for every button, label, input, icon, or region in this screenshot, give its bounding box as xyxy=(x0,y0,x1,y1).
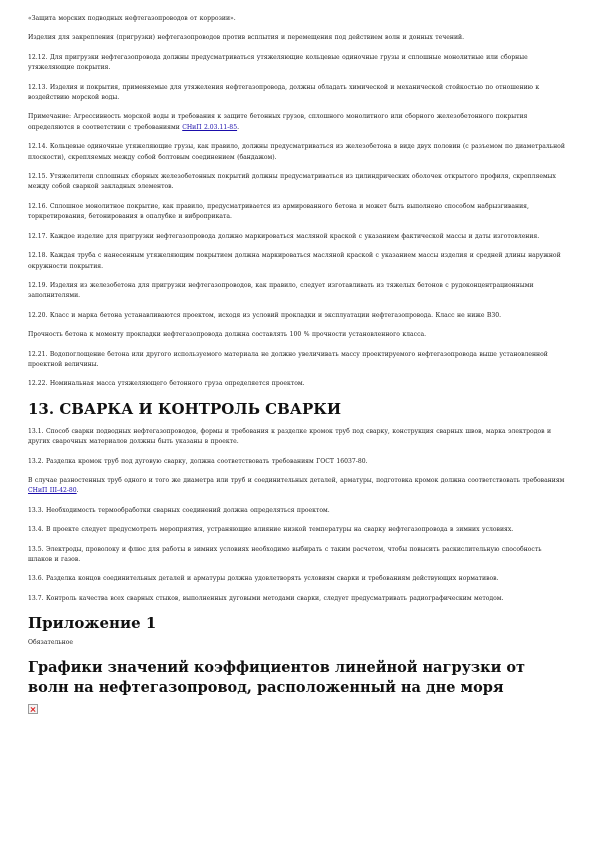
paragraph-12-22: 12.22. Номинальная масса утяжеляющего бетонного груза определяется проектом. xyxy=(28,380,305,388)
paragraph-13-7: 13.7. Контроль качества всех сварных стыков, выполненных дуговыми методами сварки, следует предусматривать радиографическим методом. xyxy=(28,594,504,602)
paragraph-note-snip xyxy=(28,112,568,133)
note-text-after: . xyxy=(237,123,240,131)
paragraph-12-13: 12.13. Изделия и покрытия, применяемые для утяжеления нефтегазопровода, должны обладать химической и механической стойкостью по отношению к воздействию морской воды. xyxy=(28,83,540,102)
pipes-text-before: В случае разностенных труб одного и того же диаметра или труб и соединительных деталей, арматуры, подготовка кромок должна соответствовать требованиям xyxy=(28,476,565,484)
paragraph-13-6: 13.6. Разделка концов соединительных деталей и арматуры должна удовлетворять условиям сварки и требованиям действующих нормативов. xyxy=(28,575,499,583)
paragraph-12-15: 12.15. Утяжелители сплошных сборных железобетонных покрытий должны предусматриваться из цилиндрических оболочек открытого профиля, скрепляемых между собой сваркой закладных элементов. xyxy=(28,173,556,191)
appendix-mandatory-note: Обязательное xyxy=(28,639,73,647)
paragraph-12-17: 12.17. Каждое изделие для пригрузки нефтегазопровода должно маркироваться масляной краской с указанием фактической массы и даты изготовления. xyxy=(28,232,540,240)
paragraph-12-14: 12.14. Кольцевые одиночные утяжеляющие грузы, как правило, должны предусматриваться из железобетона в виде двух половин (с разъемом по диаметральной плоскости), скрепляемых между собой болтовым соединением (бандажом). xyxy=(28,143,565,161)
paragraph-12-16: 12.16. Сплошное монолитное покрытие, как правило, предусматривается из армированного бетона и может быть выполнено способом набрызгивания, торкретирования, бетонирования в опалубке и виброприката. xyxy=(28,202,529,221)
paragraph-12-21: 12.21. Водопоглощение бетона или другого используемого материала не должно увеличивать массу проектируемого нефтегазопровода выше установленной проектной величины. xyxy=(28,350,548,368)
paragraph-ballast-products: Изделия для закрепления (пригрузки) нефтегазопроводов против всплытия и перемещения под действием волн и донных течений. xyxy=(28,34,465,42)
paragraph-12-12: 12.12. Для пригрузки нефтегазопровода должны предусматриваться утяжеляющие кольцевые одиночные грузы и сплошные монолитные или сборные утяжеляющие покрытия. xyxy=(28,53,528,72)
paragraph-13-3: 13.3. Необходимость термообработки сварных соединений должна определяться проектом. xyxy=(28,506,330,514)
paragraph-12-20: 12.20. Класс и марка бетона устанавливаются проектом, исходя из условий прокладки и эксплуатации нефтегазопровода. Класс не ниже В30. xyxy=(28,311,502,319)
snip-iii-42-80-link[interactable]: СНиП III-42-80 xyxy=(28,487,77,495)
paragraph-13-5: 13.5. Электроды, проволоку и флюс для работы в зимних условиях необходимо выбирать с таким расчетом, чтобы повысить раскислительную способность шлаков и газов. xyxy=(28,545,542,563)
broken-image-icon[interactable] xyxy=(28,704,38,714)
graph-title: Графики значений коэффициентов линейной нагрузки от волн на нефтегазопровод, расположенный на дне моря xyxy=(28,659,526,697)
paragraph-concrete-strength: Прочность бетона к моменту прокладки нефтегазопровода должна составлять 100 % прочности установленного класса. xyxy=(28,331,427,339)
pipes-text-after: . xyxy=(76,487,79,495)
appendix-heading: Приложение 1 xyxy=(28,614,157,633)
paragraph-13-4: 13.4. В проекте следует предусмотреть мероприятия, устраняющие влияние низкой температуры на сварку нефтегазопровода в зимних условиях. xyxy=(28,526,514,534)
paragraph-13-2: 13.2. Разделка кромок труб под дуговую сварку, должна соответствовать требованиям ГОСТ 16037-80. xyxy=(28,457,368,465)
paragraph-12-18: 12.18. Каждая труба с нанесенным утяжеляющим покрытием должна маркироваться масляной краской с указанием массы изделия и средней длины наружной окружности покрытия. xyxy=(28,252,561,270)
document-content xyxy=(28,14,568,714)
paragraph-12-19: 12.19. Изделия из железобетона для пригрузки нефтегазопроводов, как правило, следует изготавливать из тяжелых бетонов с рудоконцентрационными заполнителями. xyxy=(28,281,534,300)
paragraph-different-wall-pipes xyxy=(28,476,568,497)
note-text-before: Примечание: Агрессивность морской воды и требования к защите бетонных грузов, сплошного монолитного или сборного железобетонного покрытия определяются в соответствии с требованиями xyxy=(28,113,528,131)
snip-2-03-11-85-link[interactable]: СНиП 2.03.11-85 xyxy=(182,123,238,131)
paragraph-protection-reference: «Защита морских подводных нефтегазопроводов от коррозии». xyxy=(28,15,236,22)
paragraph-13-1: 13.1. Способ сварки подводных нефтегазопроводов, формы и требования к разделке кромок труб под сварку, конструкция сварных швов, марка электродов и других сварочных материалов должны быть указаны в проекте. xyxy=(28,427,552,446)
section-heading-welding: 13. СВАРКА И КОНТРОЛЬ СВАРКИ xyxy=(28,399,342,418)
